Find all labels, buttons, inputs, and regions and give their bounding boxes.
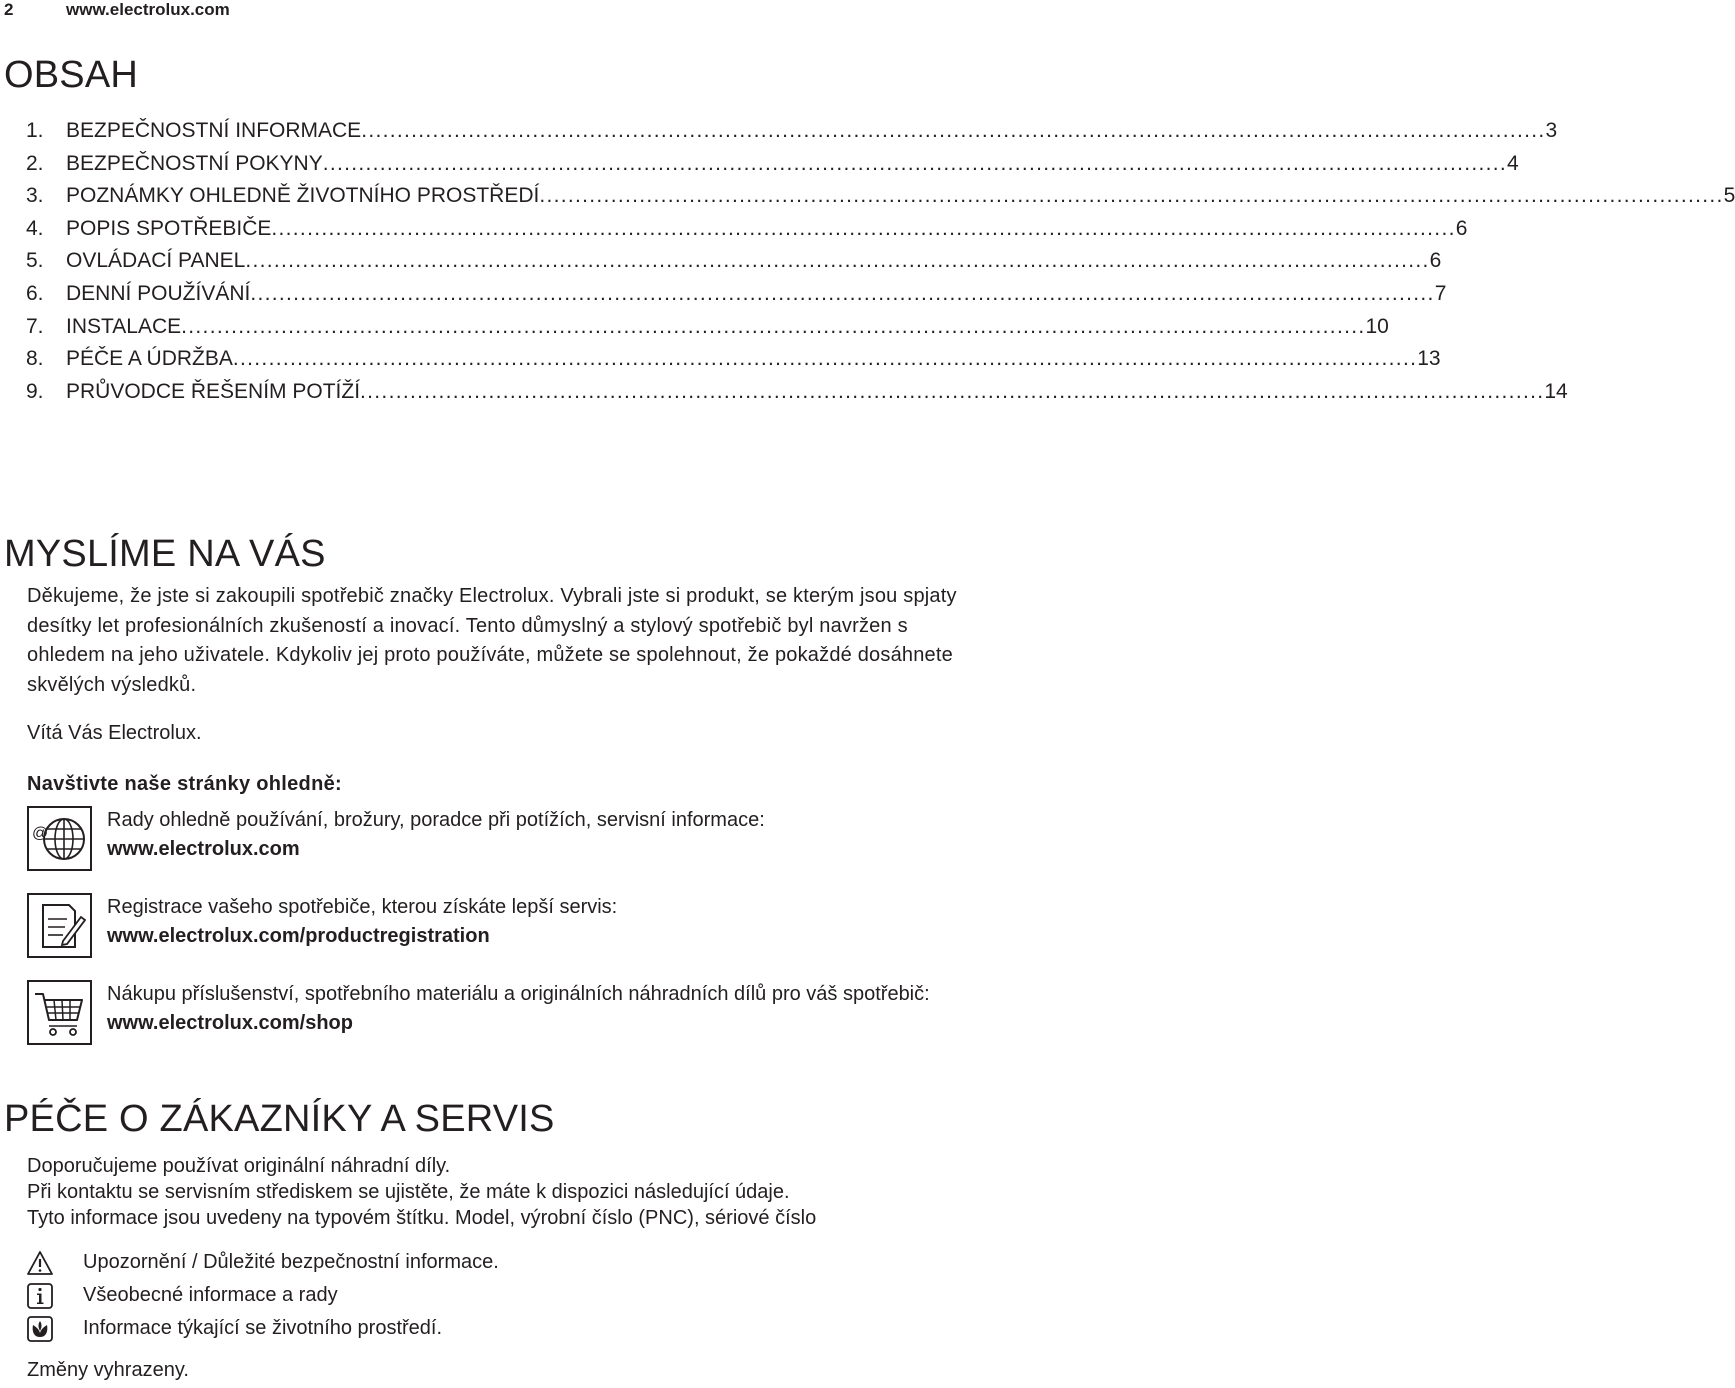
service-line: Doporučujeme používat originální náhradní díly. xyxy=(27,1155,451,1177)
service-line: Tyto informace jsou uvedeny na typovém štítku. Model, výrobní číslo (PNC), sériové číslo xyxy=(27,1207,817,1229)
legend-item xyxy=(27,1248,727,1281)
page-number: 2 xyxy=(4,0,14,19)
toc-leader-dots: ...................................................................................................................................................................... xyxy=(271,216,1456,240)
changes-reserved: Změny vyhrazeny. xyxy=(27,1359,189,1381)
web-info-url[interactable]: www.electrolux.com xyxy=(107,837,300,860)
toc-item-number: 4. xyxy=(26,216,44,240)
intro-heading: MYSLÍME NA VÁS xyxy=(4,533,326,575)
toc-item-title: BEZPEČNOSTNÍ INFORMACE xyxy=(66,119,362,142)
web-info-text xyxy=(107,806,937,863)
info-icon xyxy=(27,1283,53,1309)
visit-label: Navštivte naše stránky ohledně: xyxy=(27,773,342,795)
web-info-description: Registrace vašeho spotřebiče, kterou získáte lepší servis: xyxy=(107,896,618,918)
toc-item-number: 5. xyxy=(26,249,44,273)
toc-item-page: 3 xyxy=(1545,119,1558,142)
toc-item-number: 6. xyxy=(26,281,44,305)
table-of-contents xyxy=(26,118,1735,411)
toc-item-number: 3. xyxy=(26,184,44,208)
welcome-text: Vítá Vás Electrolux. xyxy=(27,722,202,744)
toc-item-title: DENNÍ POUŽÍVÁNÍ xyxy=(66,281,251,305)
web-info-description: Nákupu příslušenství, spotřebního materiálu a originálních náhradních dílů pro váš spotřebič: xyxy=(107,983,930,1005)
service-heading: PÉČE O ZÁKAZNÍKY A SERVIS xyxy=(4,1098,555,1140)
toc-item-number: 7. xyxy=(26,314,44,338)
toc-item[interactable] xyxy=(26,248,1442,281)
toc-item[interactable] xyxy=(26,314,1389,347)
toc-leader-dots: ...................................................................................................................................................................... xyxy=(360,379,1545,403)
warning-icon xyxy=(27,1250,53,1276)
toc-leader-dots: ...................................................................................................................................................................... xyxy=(361,119,1546,142)
toc-item-title: INSTALACE xyxy=(66,314,182,338)
web-info-description: Rady ohledně používání, brožury, poradce při potížích, servisní informace: xyxy=(107,809,765,831)
toc-item-number: 9. xyxy=(26,379,44,403)
shopping-cart-icon xyxy=(27,980,92,1045)
toc-item[interactable] xyxy=(26,346,1441,379)
legend-text: Informace týkající se životního prostředí. xyxy=(83,1317,443,1339)
service-line: Při kontaktu se servisním střediskem se ujistěte, že máte k dispozici následující údaje. xyxy=(27,1181,790,1203)
toc-item-title: POZNÁMKY OHLEDNĚ ŽIVOTNÍHO PROSTŘEDÍ xyxy=(66,184,540,208)
legend-item xyxy=(27,1314,727,1347)
toc-item-page: 10 xyxy=(1365,314,1389,338)
environment-icon xyxy=(27,1316,53,1342)
toc-item[interactable] xyxy=(26,118,1558,151)
toc-leader-dots: ...................................................................................................................................................................... xyxy=(181,314,1366,338)
legend-item xyxy=(27,1281,727,1314)
toc-item-page: 13 xyxy=(1417,347,1441,371)
toc-item-page: 7 xyxy=(1434,281,1447,305)
toc-item[interactable] xyxy=(26,281,1447,314)
toc-item[interactable] xyxy=(26,216,1468,249)
toc-leader-dots: ...................................................................................................................................................................... xyxy=(322,151,1508,175)
toc-item-page: 14 xyxy=(1544,379,1568,403)
toc-item-title: POPIS SPOTŘEBIČE xyxy=(66,216,272,240)
toc-item[interactable] xyxy=(26,183,1735,216)
toc-item-number: 2. xyxy=(26,151,44,175)
toc-leader-dots: ...................................................................................................................................................................... xyxy=(232,347,1418,371)
web-info-url[interactable]: www.electrolux.com/shop xyxy=(107,1011,353,1034)
web-info-url[interactable]: www.electrolux.com/productregistration xyxy=(107,924,490,947)
toc-item-number: 1. xyxy=(26,119,44,142)
toc-item-number: 8. xyxy=(26,347,44,371)
toc-leader-dots: ...................................................................................................................................................................... xyxy=(539,184,1724,208)
toc-item-page: 5 xyxy=(1723,184,1735,208)
web-info-text xyxy=(107,893,937,950)
legend-text: Upozornění / Důležité bezpečnostní informace. xyxy=(83,1251,499,1273)
registration-form-icon xyxy=(27,893,92,958)
toc-item-page: 6 xyxy=(1455,216,1468,240)
toc-item-title: PÉČE A ÚDRŽBA xyxy=(66,347,233,371)
toc-item-title: BEZPEČNOSTNÍ POKYNY xyxy=(66,151,323,175)
toc-item[interactable] xyxy=(26,379,1568,412)
service-paragraph xyxy=(27,1153,947,1231)
legend-text: Všeobecné informace a rady xyxy=(83,1284,338,1306)
toc-leader-dots: ...................................................................................................................................................................... xyxy=(245,249,1430,273)
web-info-text xyxy=(107,980,937,1037)
header-site-link[interactable]: www.electrolux.com xyxy=(66,0,230,19)
toc-item-title: PRŮVODCE ŘEŠENÍM POTÍŽÍ xyxy=(66,379,361,403)
symbol-legend xyxy=(27,1248,727,1347)
web-globe-icon xyxy=(27,806,92,871)
page-header xyxy=(0,0,960,22)
toc-heading: OBSAH xyxy=(4,54,139,96)
toc-item[interactable] xyxy=(26,151,1519,184)
svg-text:@: @ xyxy=(32,825,49,842)
intro-paragraph: Děkujeme, že jste si zakoupili spotřebič značky Electrolux. Vybrali jste si produkt, se kterým jsou spjaty desítky let profesionálních zkušeností a inovací. Tento důmyslný a stylový spotřebič byl navržen s ohledem na jeho uživatele. Kdykoliv jej proto používáte, můžete se spolehnout, že pokaždé dosáhnete skvělých výsledků. xyxy=(27,585,957,696)
toc-item-title: OVLÁDACÍ PANEL xyxy=(66,249,246,273)
toc-item-page: 6 xyxy=(1429,249,1442,273)
toc-leader-dots: ...................................................................................................................................................................... xyxy=(250,281,1435,305)
toc-item-page: 4 xyxy=(1507,151,1519,175)
